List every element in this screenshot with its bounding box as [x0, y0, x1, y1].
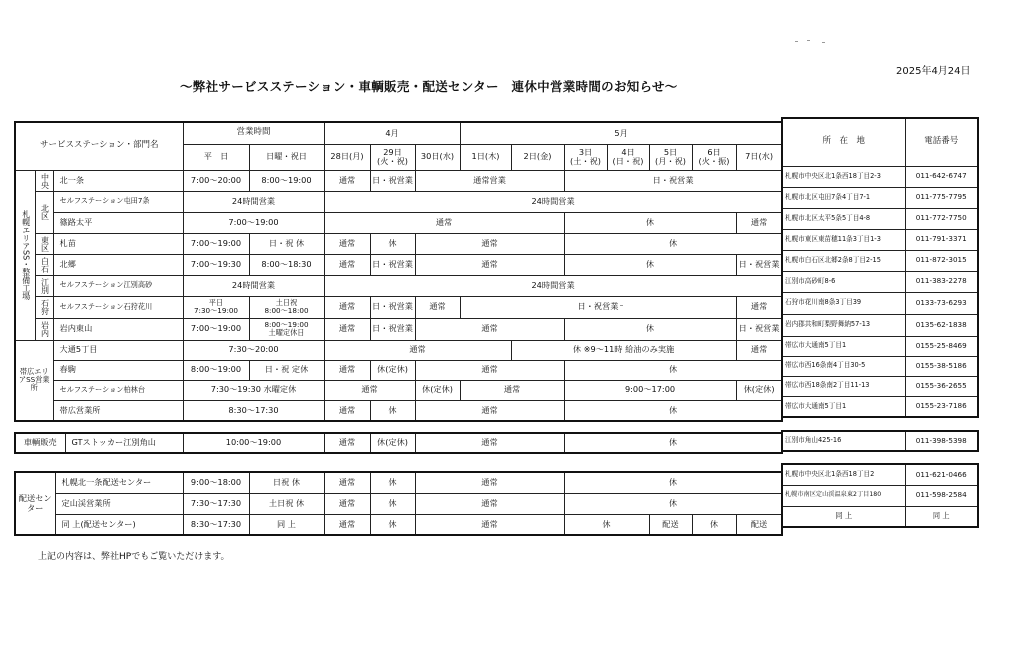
phone: 011-398-5398: [905, 431, 978, 451]
scan-speck: [807, 40, 810, 41]
header-hours: 営業時間: [183, 122, 324, 144]
table-row: 定山渓営業所 7:30～17:30 土日祝 休 通常 休 通常 休: [15, 493, 782, 514]
header-day: 1日(木): [460, 144, 511, 170]
table-row: 春駒 8:00～19:00 日・祝 定休 通常 休(定休) 通常 休: [15, 360, 782, 380]
phone: 011-383-2278: [905, 271, 978, 292]
scan-speck: [620, 305, 623, 306]
header-day: 6日 (火・振): [692, 144, 736, 170]
table-row: 帯広エリアSS営業所 大通5丁目 7:30～20:00 通常 休 ※9～11時 給油のみ実施 通常: [15, 340, 782, 360]
area-chuo: 中央: [35, 170, 53, 191]
table-row: セルフステーション柏林台 7:30～19:30 水曜定休 通常 休(定休) 通常 9:00～17:00 休(定休): [15, 380, 782, 400]
phone: 0155-36-2655: [905, 376, 978, 396]
station-name: 篠路太平: [53, 212, 183, 233]
header-phone: 電話番号: [905, 118, 978, 166]
address: 帯広市大通南5丁目1: [782, 336, 905, 356]
station-name: 岩内東山: [53, 318, 183, 340]
header-may: 5月: [460, 122, 782, 144]
address: 札幌市南区定山渓温泉東2丁目180: [782, 485, 905, 506]
station-name: セルフステーション柏林台: [53, 380, 183, 400]
phone: 011-642-6747: [905, 166, 978, 187]
schedule-table-delivery: [14, 471, 783, 536]
station-name: 北一条: [53, 170, 183, 191]
phone: 0133-73-6293: [905, 292, 978, 314]
table-row: 北区 セルフステーション屯田7条 24時間営業 24時間営業: [15, 191, 782, 212]
address: 札幌市北区屯田7条4丁目7-1: [782, 187, 905, 208]
schedule-table-sales: [14, 432, 783, 454]
group-obihiro: 帯広エリアSS営業所: [15, 340, 53, 421]
station-name: セルフステーション江別高砂: [53, 275, 183, 296]
area-shiroishi: 白石: [35, 254, 53, 275]
header-day: 30日(水): [415, 144, 460, 170]
date: 2025年4月24日: [896, 66, 971, 77]
area-ebetsu: 江別: [35, 275, 53, 296]
address: 江別市角山425-16: [782, 431, 905, 451]
phone: 011-872-3015: [905, 250, 978, 271]
header-day: 3日 (土・祝): [564, 144, 607, 170]
table-row: 篠路太平 7:00～19:00 通常 休 通常: [15, 212, 782, 233]
station-name: 帯広営業所: [53, 400, 183, 421]
table-row: 東区 札苗 7:00～19:00 日・祝 休 通常 休 通常 休: [15, 233, 782, 254]
header-day: 29日 (火・祝): [370, 144, 415, 170]
address: 同 上: [782, 506, 905, 527]
address-table-main: [781, 117, 979, 418]
table-row: 車輌販売 GTストッカー江別角山 10:00～19:00 通常 休(定休) 通常 休: [15, 433, 782, 453]
area-higashi: 東区: [35, 233, 53, 254]
header-weekday: 平 日: [183, 144, 249, 170]
table-row: 江別 セルフステーション江別高砂 24時間営業 24時間営業: [15, 275, 782, 296]
header-day: 2日(金): [511, 144, 564, 170]
address: 帯広市大通南5丁目1: [782, 396, 905, 417]
station-name: 北郷: [53, 254, 183, 275]
station-name: 春駒: [53, 360, 183, 380]
header-day: 5日 (月・祝): [649, 144, 692, 170]
table-row: 帯広営業所 8:30～17:30 通常 休 通常 休: [15, 400, 782, 421]
address: 札幌市中央区北1条西18丁目2-3: [782, 166, 905, 187]
group-delivery: 配送センター: [15, 472, 55, 535]
station-name: 大通5丁目: [53, 340, 183, 360]
address: 帯広市西18条南2丁目11-13: [782, 376, 905, 396]
station-name: 定山渓営業所: [55, 493, 183, 514]
address-table-delivery: [781, 463, 979, 528]
address: 帯広市西16条南4丁目30-5: [782, 356, 905, 376]
schedule-table-main: [14, 121, 783, 422]
area-ishikari: 石狩: [35, 296, 53, 318]
table-row: 配送センター 札幌北一条配送センター 9:00～18:00 日祝 休 通常 休 通常 休: [15, 472, 782, 493]
phone: 0135-62-1838: [905, 314, 978, 336]
phone: 011-621-0466: [905, 464, 978, 485]
group-sales: 車輌販売: [15, 433, 65, 453]
area-iwanai: 岩内: [35, 318, 53, 340]
header-day: 7日(水): [736, 144, 782, 170]
station-name: GTストッカー江別角山: [65, 433, 183, 453]
address: 札幌市中央区北1条西18丁目2: [782, 464, 905, 485]
station-name: 同 上(配送センター): [55, 514, 183, 535]
table-row: 岩内 岩内東山 7:00～19:00 8:00～19:00 土曜定休日 通常 日・祝営業 通常 休 日・祝営業: [15, 318, 782, 340]
phone: 0155-38-5186: [905, 356, 978, 376]
address: 札幌市北区太平5条5丁目4-8: [782, 208, 905, 229]
phone: 0155-25-8469: [905, 336, 978, 356]
address: 札幌市東区東苗穂11条3丁目1-3: [782, 229, 905, 250]
phone: 0155-23-7186: [905, 396, 978, 417]
table-row: 白石 北郷 7:00～19:30 8:00～18:30 通常 日・祝営業 通常 休 日・祝営業: [15, 254, 782, 275]
phone: 011-772-7750: [905, 208, 978, 229]
table-row: 石狩 セルフステーション石狩花川 平日 7:30～19:00 土日祝 8:00～18:00 通常 日・祝営業 通常 日・祝営業 通常: [15, 296, 782, 318]
header-day: 28日(月): [324, 144, 370, 170]
phone: 011-598-2584: [905, 485, 978, 506]
table-row: 札幌エリアSS・整備工場 中央 北一条 7:00～20:00 8:00～19:00 通常 日・祝営業 通常営業 日・祝営業: [15, 170, 782, 191]
table-row: 同 上(配送センター) 8:30～17:30 同 上 通常 休 通常 休 配送 休 配送: [15, 514, 782, 535]
address: 岩内郡共和町梨野舞納57-13: [782, 314, 905, 336]
header-april: 4月: [324, 122, 460, 144]
station-name: 札幌北一条配送センター: [55, 472, 183, 493]
station-name: セルフステーション石狩花川: [53, 296, 183, 318]
phone: 011-775-7795: [905, 187, 978, 208]
address: 石狩市花川南8条3丁目39: [782, 292, 905, 314]
footnote: 上記の内容は、弊社HPでもご覧いただけます。: [38, 552, 230, 562]
address: 札幌市白石区北郷2条8丁目2-15: [782, 250, 905, 271]
page-title: ～弊社サービスステーション・車輌販売・配送センター 連休中営業時間のお知らせ～: [180, 79, 678, 94]
station-name: セルフステーション屯田7条: [53, 191, 183, 212]
station-name: 札苗: [53, 233, 183, 254]
header-dept: サービスステーション・部門名: [15, 122, 183, 170]
header-holiday: 日曜・祝日: [249, 144, 324, 170]
header-day: 4日 (日・祝): [607, 144, 649, 170]
header-address: 所 在 地: [782, 118, 905, 166]
area-kita: 北区: [35, 191, 53, 233]
phone: 011-791-3371: [905, 229, 978, 250]
address-table-sales: [781, 430, 979, 452]
group-sapporo: 札幌エリアSS・整備工場: [15, 170, 35, 340]
scan-speck: [795, 41, 798, 42]
scan-speck: [822, 42, 825, 43]
address: 江別市高砂町8-6: [782, 271, 905, 292]
phone: 同 上: [905, 506, 978, 527]
